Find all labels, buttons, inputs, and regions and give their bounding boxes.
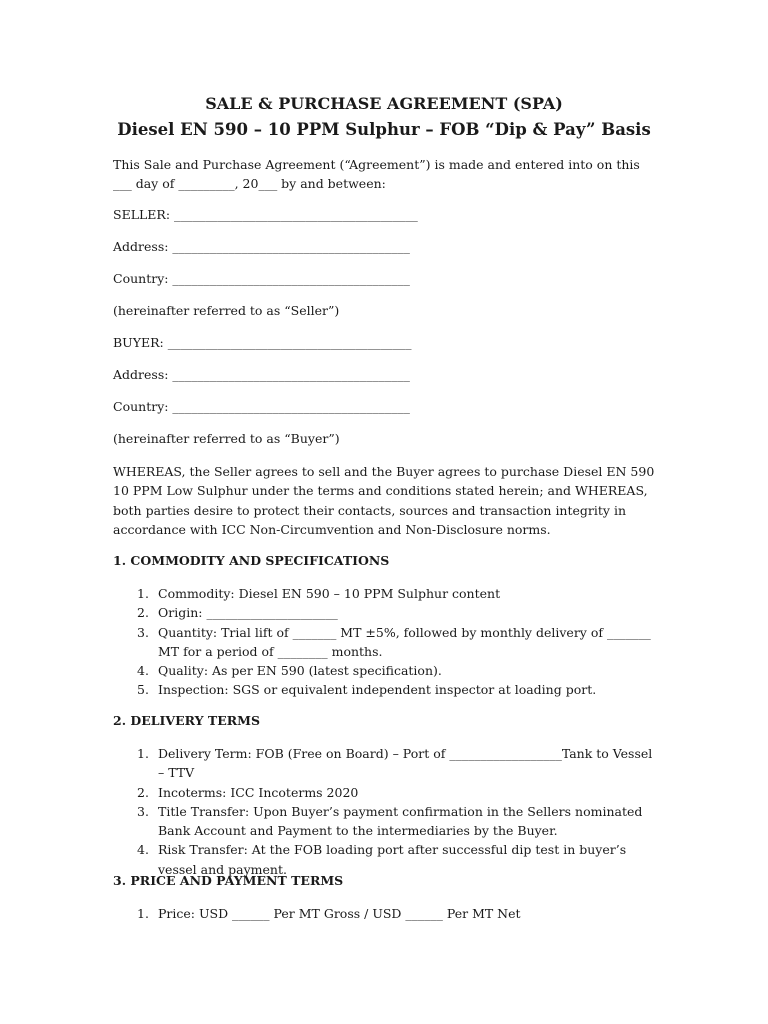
section-heading: 1. COMMODITY AND SPECIFICATIONS [113,553,390,568]
section-list [113,584,658,700]
list-item: 4. Risk Transfer: At the FOB loading port after successful dip test in buyer’s vessel and payment. [137,842,627,877]
section-list [113,744,658,879]
list-item: 1. Price: USD ______ Per MT Gross / USD ______ Per MT Net [137,906,521,921]
buyer-country-field: Country: ______________________________________ [113,399,410,414]
list-item: 2. Incoterms: ICC Incoterms 2020 [137,784,359,800]
seller-referred-note: (hereinafter referred to as “Seller”) [113,303,340,318]
section-list [113,904,658,923]
buyer-name-field: BUYER: _______________________________________ [113,335,412,350]
whereas-paragraph: WHEREAS, the Seller agrees to sell and the Buyer agrees to purchase Diesel EN 590 10 PPM Low Sulphur under the terms and conditions stated herein; and WHEREAS, both parties desire to protect their contacts, sources and transaction integrity in accordance with ICC Non-Circumvention and Non-Disclosure norms. [113,464,655,537]
document-subtitle: Diesel EN 590 – 10 PPM Sulphur – FOB “Dip & Pay” Basis [117,120,651,139]
list-item: 1. Commodity: Diesel EN 590 – 10 PPM Sulphur content [137,586,501,601]
section-heading: 2. DELIVERY TERMS [113,713,260,728]
document-title: SALE & PURCHASE AGREEMENT (SPA) [205,94,563,113]
list-item: 1. Delivery Term: FOB (Free on Board) – Port of __________________Tank to Vessel – TTV [137,746,653,781]
list-item: 3. Title Transfer: Upon Buyer’s payment confirmation in the Sellers nominated Bank Account and Payment to the intermediaries by the Buyer. [137,803,643,839]
list-item: 4. Quality: As per EN 590 (latest specification). [137,663,442,679]
intro-paragraph: This Sale and Purchase Agreement (“Agreement”) is made and entered into on this ___ day of _________, 20___ by and between: [113,157,640,192]
seller-name-field: SELLER: _______________________________________ [113,207,418,222]
buyer-referred-note: (hereinafter referred to as “Buyer”) [113,431,340,446]
list-item: 2. Origin: _____________________ [137,605,338,621]
seller-address-field: Address: ______________________________________ [113,239,410,254]
seller-country-field: Country: ______________________________________ [113,271,410,286]
list-item: 5. Inspection: SGS or equivalent independent inspector at loading port. [137,682,597,698]
section-heading: 3. PRICE AND PAYMENT TERMS [113,873,344,888]
buyer-address-field: Address: ______________________________________ [113,367,410,382]
list-item: 3. Quantity: Trial lift of _______ MT ±5%, followed by monthly delivery of _______ MT for a period of ________ months. [137,624,651,659]
